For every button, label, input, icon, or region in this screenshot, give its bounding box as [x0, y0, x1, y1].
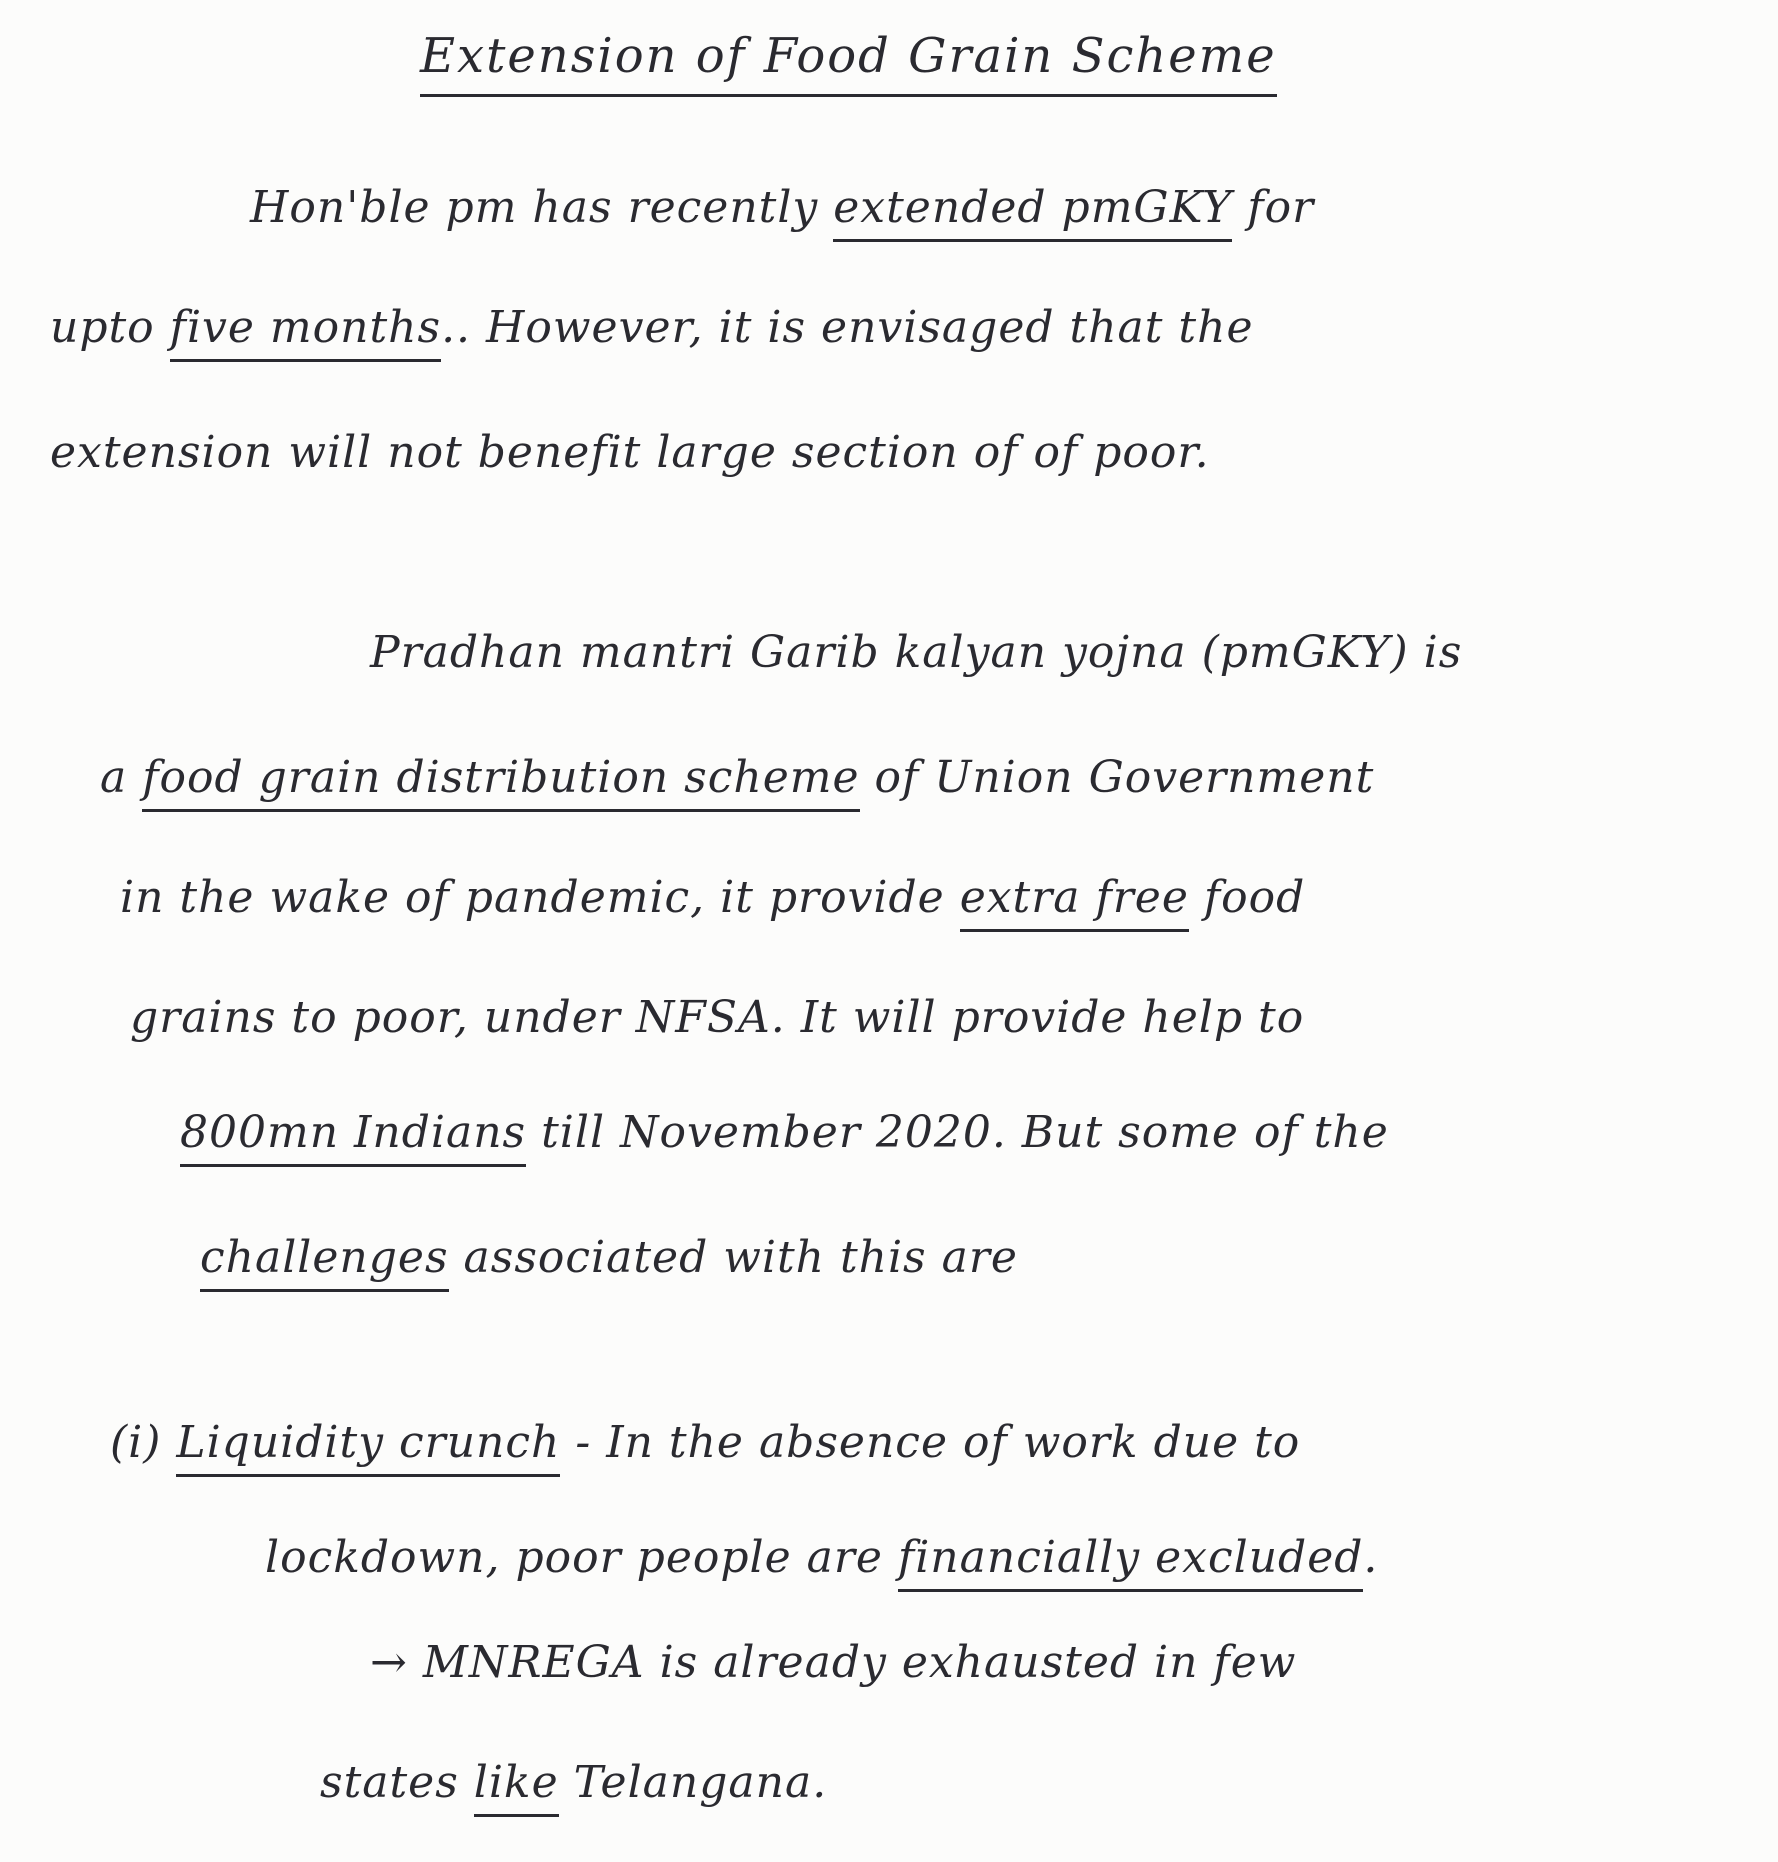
page-title-text: Extension of Food Grain Scheme [420, 28, 1277, 97]
line-text: Hon'ble pm has recently [250, 182, 834, 233]
underlined-phrase: 800mn Indians [180, 1107, 526, 1167]
text-line [320, 1755, 827, 1811]
line-text: grains to poor, under NFSA. It will provide help to [130, 992, 1305, 1043]
line-text: . [1363, 1532, 1379, 1583]
underlined-phrase: like [474, 1757, 559, 1817]
underlined-phrase: extra free [960, 872, 1189, 932]
text-line [130, 990, 1304, 1046]
line-text: upto [50, 302, 170, 353]
line-text: lockdown, poor people are [265, 1532, 898, 1583]
line-text: (i) [110, 1417, 177, 1468]
line-text: a [100, 752, 143, 803]
line-text: for [1232, 182, 1315, 233]
line-text: Telangana. [558, 1757, 828, 1808]
line-text: till November 2020. But some of the [526, 1107, 1389, 1158]
line-text: in the wake of pandemic, it provide [120, 872, 960, 923]
text-line [265, 1530, 1378, 1586]
text-line [100, 750, 1374, 806]
underlined-phrase: financially excluded [898, 1532, 1363, 1592]
line-text: states [320, 1757, 474, 1808]
page-title [420, 28, 1277, 84]
text-line [200, 1230, 1018, 1286]
text-line [50, 425, 1210, 481]
line-text: associated with this are [448, 1232, 1018, 1283]
underlined-phrase: Liquidity crunch [176, 1417, 560, 1477]
text-line [120, 870, 1305, 926]
text-line [370, 625, 1462, 681]
text-line [370, 1635, 1296, 1691]
line-text: of Union Government [859, 752, 1375, 803]
line-text: → MNREGA is already exhausted in few [370, 1637, 1297, 1688]
text-line [180, 1105, 1389, 1161]
line-text: Pradhan mantri Garib kalyan yojna (pmGKY) is [370, 627, 1463, 678]
text-line [250, 180, 1314, 236]
line-text: - In the absence of work due to [560, 1417, 1301, 1468]
underlined-phrase: food grain distribution scheme [142, 752, 859, 812]
line-text: extension will not benefit large section of of poor. [50, 427, 1210, 478]
underlined-phrase: extended pmGKY [833, 182, 1232, 242]
text-line [110, 1415, 1300, 1471]
line-text: .. However, it is envisaged that the [441, 302, 1254, 353]
text-line [50, 300, 1254, 356]
underlined-phrase: five months [170, 302, 441, 362]
line-text: food [1188, 872, 1306, 923]
underlined-phrase: challenges [200, 1232, 449, 1292]
